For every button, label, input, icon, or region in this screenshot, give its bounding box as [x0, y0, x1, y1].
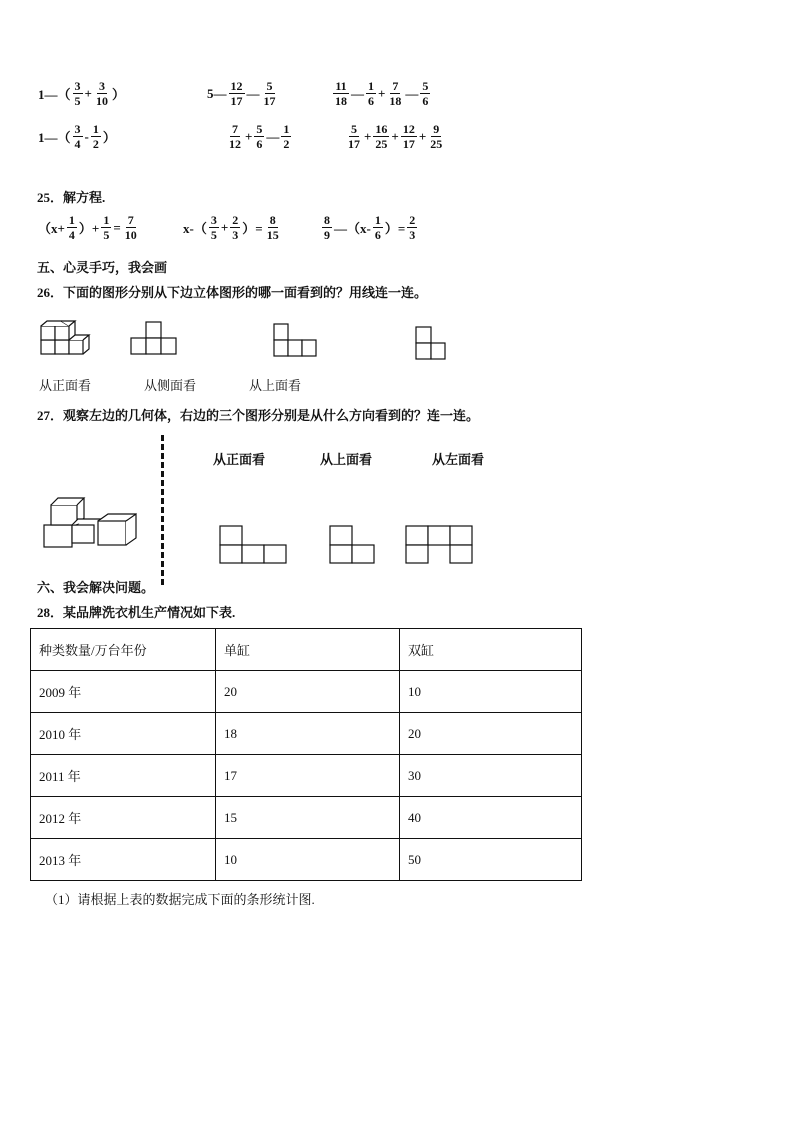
q26-view-figure-2: [273, 322, 321, 358]
fraction-numerator: 7: [232, 122, 238, 136]
fraction-denominator: 2: [283, 137, 290, 151]
fraction-numerator: 12: [402, 122, 415, 136]
expr-text: —（x-: [334, 221, 371, 236]
calc-expr-1-3: [332, 80, 431, 107]
expr-text: 1—（: [38, 87, 71, 102]
fraction-denominator: 3: [232, 228, 239, 242]
fraction-numerator: 3: [74, 122, 81, 136]
fraction: [373, 123, 389, 150]
q27-label-top: 从上面看: [320, 452, 373, 467]
expr-text: ）: [111, 87, 125, 102]
fraction-denominator: 6: [256, 137, 263, 151]
fraction-numerator: 8: [269, 213, 276, 227]
q27-view-figure-2: [329, 525, 377, 565]
q26-label-top: 从上面看: [249, 378, 302, 393]
fraction-numerator: 1: [103, 213, 110, 227]
table-cell: 40: [400, 797, 582, 839]
calc-expr-1-1: [37, 80, 126, 107]
fraction-denominator: 18: [389, 94, 402, 108]
fraction: [366, 80, 376, 107]
calc-expr-2-3: [345, 123, 445, 150]
q25-title: 25．解方程.: [37, 190, 106, 205]
fraction-denominator: 18: [335, 94, 347, 108]
table-row: [31, 797, 582, 839]
fraction-numerator: 7: [392, 79, 399, 93]
fraction-denominator: 4: [68, 228, 75, 242]
fraction-denominator: 15: [266, 228, 279, 242]
table-cell: 2013 年: [31, 839, 216, 881]
table-row: [31, 671, 582, 713]
fraction: [333, 80, 349, 107]
fraction-numerator: 3: [98, 79, 105, 93]
table-cell: 20: [216, 671, 400, 713]
expr-text: +: [84, 85, 92, 101]
table-header-cell: 种类数量/万台年份: [31, 629, 216, 671]
expr-text: 5—: [207, 85, 227, 101]
fraction: [209, 214, 219, 241]
fraction: [227, 123, 243, 150]
q25-equation-2: [182, 214, 282, 241]
expr-text: +: [391, 128, 399, 144]
fraction-numerator: 1: [92, 122, 99, 136]
expr-text: ）: [102, 130, 116, 145]
q27-view-figure-1: [219, 525, 289, 565]
table-cell: 10: [400, 671, 582, 713]
expr-text: 1—（: [38, 130, 71, 145]
q27-title: 27．观察左边的几何体，右边的三个图形分别是从什么方向看到的？连一连。: [37, 408, 480, 423]
q26-label-side: 从侧面看: [144, 378, 197, 393]
q27-solid-figure: [43, 492, 143, 550]
fraction-denominator: 17: [348, 137, 360, 151]
q26-solid-figure: [40, 318, 100, 358]
q26-title: 26．下面的图形分别从下边立体图形的哪一面看到的？用线连一连。: [37, 285, 428, 300]
q27-divider: [161, 435, 164, 585]
table-cell: 2010 年: [31, 713, 216, 755]
fraction-denominator: 10: [124, 228, 137, 242]
fraction: [73, 80, 83, 107]
table-cell: 2011 年: [31, 755, 216, 797]
fraction-denominator: 12: [229, 137, 241, 151]
fraction: [281, 123, 291, 150]
expr-text: +: [378, 85, 386, 101]
fraction-numerator: 9: [433, 122, 440, 136]
fraction-numerator: 1: [68, 213, 75, 227]
fraction-denominator: 17: [263, 94, 276, 108]
expr-text: +: [220, 219, 229, 235]
fraction-numerator: 7: [127, 213, 134, 227]
expr-text: —: [266, 128, 280, 144]
fraction: [407, 214, 417, 241]
fraction-denominator: 5: [210, 228, 217, 242]
table-cell: 2009 年: [31, 671, 216, 713]
fraction-denominator: 6: [422, 94, 429, 108]
fraction: [373, 214, 383, 241]
expr-text: +: [245, 128, 253, 144]
fraction: [229, 80, 245, 107]
fraction-denominator: 25: [430, 137, 443, 151]
fraction: [101, 214, 111, 241]
q26-label-front: 从正面看: [39, 378, 92, 393]
table-cell: 17: [216, 755, 400, 797]
expr-text: +: [418, 128, 427, 144]
q25-equation-1: [37, 214, 140, 241]
fraction-numerator: 1: [368, 79, 374, 93]
fraction: [73, 123, 83, 150]
q27-view-figure-3: [405, 525, 475, 565]
fraction-denominator: 4: [74, 137, 81, 151]
fraction-denominator: 17: [230, 94, 243, 108]
expr-text: x-（: [183, 221, 207, 236]
q26-view-figure-1: [130, 320, 180, 358]
q27-label-left: 从左面看: [432, 452, 485, 467]
table-row: [31, 713, 582, 755]
fraction: [94, 80, 110, 107]
expr-text: —: [351, 85, 364, 101]
fraction-numerator: 16: [375, 122, 388, 136]
fraction: [387, 80, 403, 107]
table-cell: 10: [216, 839, 400, 881]
q28-title: 28．某品牌洗衣机生产情况如下表.: [37, 605, 236, 620]
expr-text: ）=: [384, 221, 406, 236]
calc-expr-2-1: [37, 123, 117, 150]
calc-expr-2-2: [226, 123, 292, 150]
fraction-denominator: 6: [368, 94, 374, 108]
table-header-cell: 双缸: [400, 629, 582, 671]
fraction-denominator: 6: [374, 228, 381, 242]
fraction-numerator: 5: [351, 122, 357, 136]
fraction: [322, 214, 332, 241]
fraction: [420, 80, 430, 107]
fraction-numerator: 11: [335, 79, 347, 93]
fraction: [230, 214, 240, 241]
fraction-numerator: 1: [374, 213, 381, 227]
fraction: [262, 80, 278, 107]
table-header-cell: 单缸: [216, 629, 400, 671]
fraction-denominator: 2: [92, 137, 99, 151]
expr-text: ）+: [78, 221, 100, 236]
fraction-numerator: 5: [422, 79, 429, 93]
fraction-numerator: 5: [256, 122, 263, 136]
table-row: [31, 755, 582, 797]
fraction-denominator: 10: [95, 94, 108, 108]
expr-text: -: [84, 128, 89, 144]
section-5-heading: 五、心灵手巧，我会画: [37, 260, 168, 275]
fraction: [91, 123, 101, 150]
fraction: [254, 123, 264, 150]
table-cell: 18: [216, 713, 400, 755]
table-cell: 20: [400, 713, 582, 755]
expr-text: （x+: [38, 221, 65, 236]
q28-sub-question-1: （1）请根据上表的数据完成下面的条形统计图.: [45, 892, 315, 907]
fraction-denominator: 5: [74, 94, 81, 108]
fraction: [265, 214, 281, 241]
fraction-numerator: 1: [283, 122, 290, 136]
fraction: [346, 123, 362, 150]
table-cell: 50: [400, 839, 582, 881]
expr-text: —: [405, 85, 419, 101]
production-table: [30, 628, 582, 881]
expr-text: +: [364, 128, 372, 144]
expr-text: =: [113, 219, 121, 235]
fraction-denominator: 3: [409, 228, 416, 242]
fraction: [67, 214, 77, 241]
expr-text: —: [246, 85, 260, 101]
q27-label-front: 从正面看: [213, 452, 266, 467]
fraction-numerator: 2: [409, 213, 416, 227]
fraction: [428, 123, 444, 150]
fraction-numerator: 12: [230, 79, 243, 93]
table-cell: 2012 年: [31, 797, 216, 839]
fraction-denominator: 25: [375, 137, 388, 151]
table-cell: 30: [400, 755, 582, 797]
table-cell: 15: [216, 797, 400, 839]
table-row: [31, 839, 582, 881]
q25-equation-3: [321, 214, 418, 241]
fraction-numerator: 3: [210, 213, 217, 227]
fraction-numerator: 2: [232, 213, 239, 227]
expr-text: ）=: [242, 221, 263, 236]
fraction-numerator: 5: [266, 79, 273, 93]
calc-expr-1-2: [206, 80, 279, 107]
fraction-numerator: 8: [324, 213, 330, 227]
fraction-denominator: 17: [402, 137, 415, 151]
fraction-denominator: 5: [103, 228, 110, 242]
fraction-numerator: 3: [74, 79, 81, 93]
section-6-heading: 六、我会解决问题。: [37, 580, 155, 595]
fraction: [123, 214, 139, 241]
fraction-denominator: 9: [324, 228, 330, 242]
fraction: [401, 123, 417, 150]
table-header-row: [31, 629, 582, 671]
q26-view-figure-3: [414, 325, 448, 361]
